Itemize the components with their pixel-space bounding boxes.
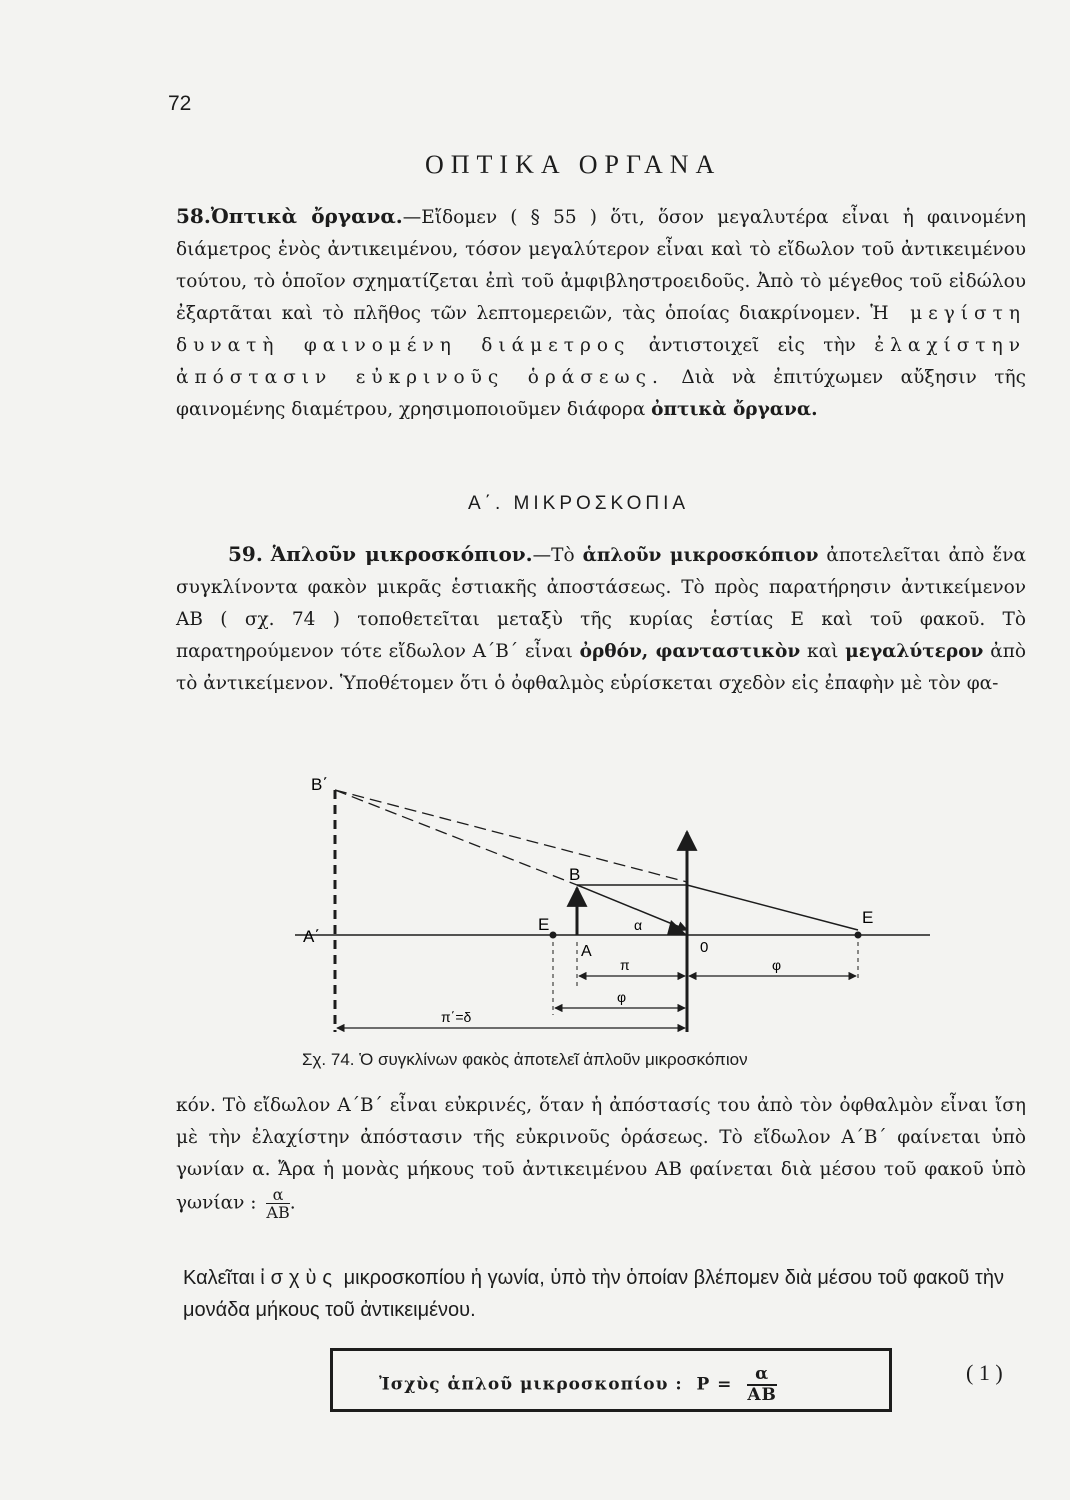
definition-text-2: μικροσκοπίου ἡ γωνία, ὑπὸ τὴν ὁποίαν βλέπομεν διὰ μέσου τοῦ φακοῦ τὴν μονάδα μήκους τοῦ ἀντικειμένου. (183, 1267, 1004, 1321)
label-b-prime: Β΄ (311, 775, 328, 794)
definition-text-1: Καλεῖται (183, 1267, 261, 1289)
continuation-text: κόν. Τὸ εἴδωλον Α΄Β΄ εἶναι εὐκρινές, ὅταν ἡ ἀπόστασίς του ἀπὸ τὸν ὀφθαλμὸν εἶναι ἴση μὲ τὴν ἐλαχίστην ἀπόστασιν τῆς εὐκρινοῦς ὁράσεως. Τὸ εἴδωλον Α΄Β΄ φαίνεται ὑπὸ γωνίαν α. Ἄρα ἡ μονὰς μήκους τοῦ ἀντικειμένου ΑΒ φαίνεται διὰ μέσου τοῦ φακοῦ ὑπὸ γωνίαν : (176, 1095, 1026, 1214)
figure-caption: Σχ. 74. Ὁ συγκλίνων φακὸς ἀποτελεῖ ἁπλοῦν μικροσκόπιον (302, 1050, 748, 1069)
section-58-spaced-2: ἐλαχίστην ἀπόστασιν εὐκρινοῦς ὁράσεως. (176, 335, 1026, 388)
label-o: 0 (700, 939, 709, 956)
label-alpha: α (634, 917, 643, 933)
inline-fraction-numerator: α (266, 1186, 289, 1204)
formula (379, 1365, 777, 1405)
formula-numerator: α (747, 1365, 777, 1386)
formula-denominator: ΑΒ (747, 1385, 777, 1405)
section-59-bold-1: ἁπλοῦν μικροσκόπιον (582, 545, 819, 566)
section-59-paragraph (176, 538, 1026, 700)
formula-label: Ἰσχὺς ἁπλοῦ μικροσκοπίου : (379, 1374, 683, 1395)
section-59-bold-3: μεγαλύτερον (845, 641, 984, 662)
section-58-bold-1: ὀπτικὰ ὄργανα. (651, 399, 818, 420)
section-59-text-2: ἀποτελεῖται ἀπὸ ἕνα συγκλίνοντα φακὸν μικρᾶς ἑστιακῆς ἀποστάσεως. Τὸ πρὸς παρατήρησιν ἀντικείμενον ΑΒ ( σχ. 74 ) τοποθετεῖται μεταξὺ τῆς κυρίας ἑστίας Ε καὶ τοῦ φακοῦ. Τὸ παρατηρούμενον τότε εἴδωλον Α΄Β΄ εἶναι (176, 545, 1026, 662)
formula-box (330, 1348, 892, 1412)
continuation-end: . (289, 1192, 296, 1214)
definition-spaced: ἰσχὺς (260, 1267, 339, 1289)
label-a-prime: Α΄ (303, 927, 320, 946)
section-59-text-1: —Τὸ (532, 545, 583, 566)
label-e-right: Ε (862, 908, 874, 927)
section-59-text-3: καὶ (800, 641, 846, 662)
chapter-title: ΟΠΤΙΚΑ ΟΡΓΑΝΑ (425, 150, 722, 179)
formula-lhs: P = (696, 1374, 733, 1395)
section-59-heading: Ἁπλοῦν μικροσκόπιον. (270, 542, 533, 566)
section-58-text-2: ἀντιστοιχεῖ εἰς τὴν (630, 335, 875, 356)
label-b: Β (569, 865, 581, 884)
section-58-text-3: Διὰ νὰ ἐπιτύχωμεν αὔξησιν τῆς φαινομένης διαμέτρου, χρησιμοποιοῦμεν διάφορα (176, 367, 1026, 420)
equation-number: ( 1 ) (966, 1360, 1003, 1385)
extension-ray-lower (335, 790, 577, 885)
section-58-spaced-1: Ἡ μεγίστη δυνατὴ φαινομένη διάμετρος (176, 303, 1026, 356)
label-phi-left: φ (617, 989, 627, 1005)
focal-point-left (550, 932, 557, 939)
definition-paragraph (183, 1262, 1023, 1326)
label-pi: π (620, 957, 630, 973)
section-58-heading: Ὀπτικὰ ὄργανα. (210, 204, 403, 228)
label-pi-delta: π΄=δ (441, 1009, 472, 1025)
page-number: 72 (168, 92, 192, 115)
focal-point-right (855, 932, 862, 939)
section-title-microscopes: Α΄. ΜΙΚΡΟΣΚΟΠΙΑ (468, 493, 690, 514)
extension-ray-upper (335, 790, 687, 882)
label-a: Α (581, 943, 592, 960)
refracted-ray (687, 885, 858, 930)
section-59-bold-2: ὀρθόν, φανταστικὸν (579, 641, 801, 662)
section-58-number: 58. (176, 204, 211, 228)
section-59-number: 59. (228, 542, 263, 566)
section-58-paragraph (176, 200, 1026, 426)
figure-74-diagram (295, 770, 935, 1045)
section-59-text-4: ἀπὸ τὸ ἀντικείμενον. Ὑποθέτομεν ὅτι ὁ ὀφθαλμὸς εὑρίσκεται σχεδὸν εἰς ἐπαφὴν μὲ τὸν φα- (176, 641, 1026, 694)
inline-fraction (266, 1186, 289, 1221)
label-phi-right: φ (772, 957, 782, 973)
label-e-left: Ε (538, 915, 550, 934)
formula-fraction (747, 1365, 777, 1405)
continuation-paragraph (176, 1090, 1026, 1221)
section-58-text-1: —Εἴδομεν ( § 55 ) ὅτι, ὅσον μεγαλυτέρα εἶναι ἡ φαινομένη διάμετρος ἑνὸς ἀντικειμένου, τόσον μεγαλύτερον εἶναι καὶ τὸ εἴδωλον τοῦ ἀντικειμένου τούτου, τὸ ὁποῖον σχηματίζεται ἐπὶ τοῦ ἀμφιβληστροειδοῦς. Ἀπὸ τὸ μέγεθος τοῦ εἰδώλου ἐξαρτᾶται καὶ τὸ πλῆθος τῶν λεπτομερειῶν, τὰς ὁποίας διακρίνομεν. (176, 207, 1026, 324)
inline-fraction-denominator: ΑΒ (266, 1203, 290, 1222)
